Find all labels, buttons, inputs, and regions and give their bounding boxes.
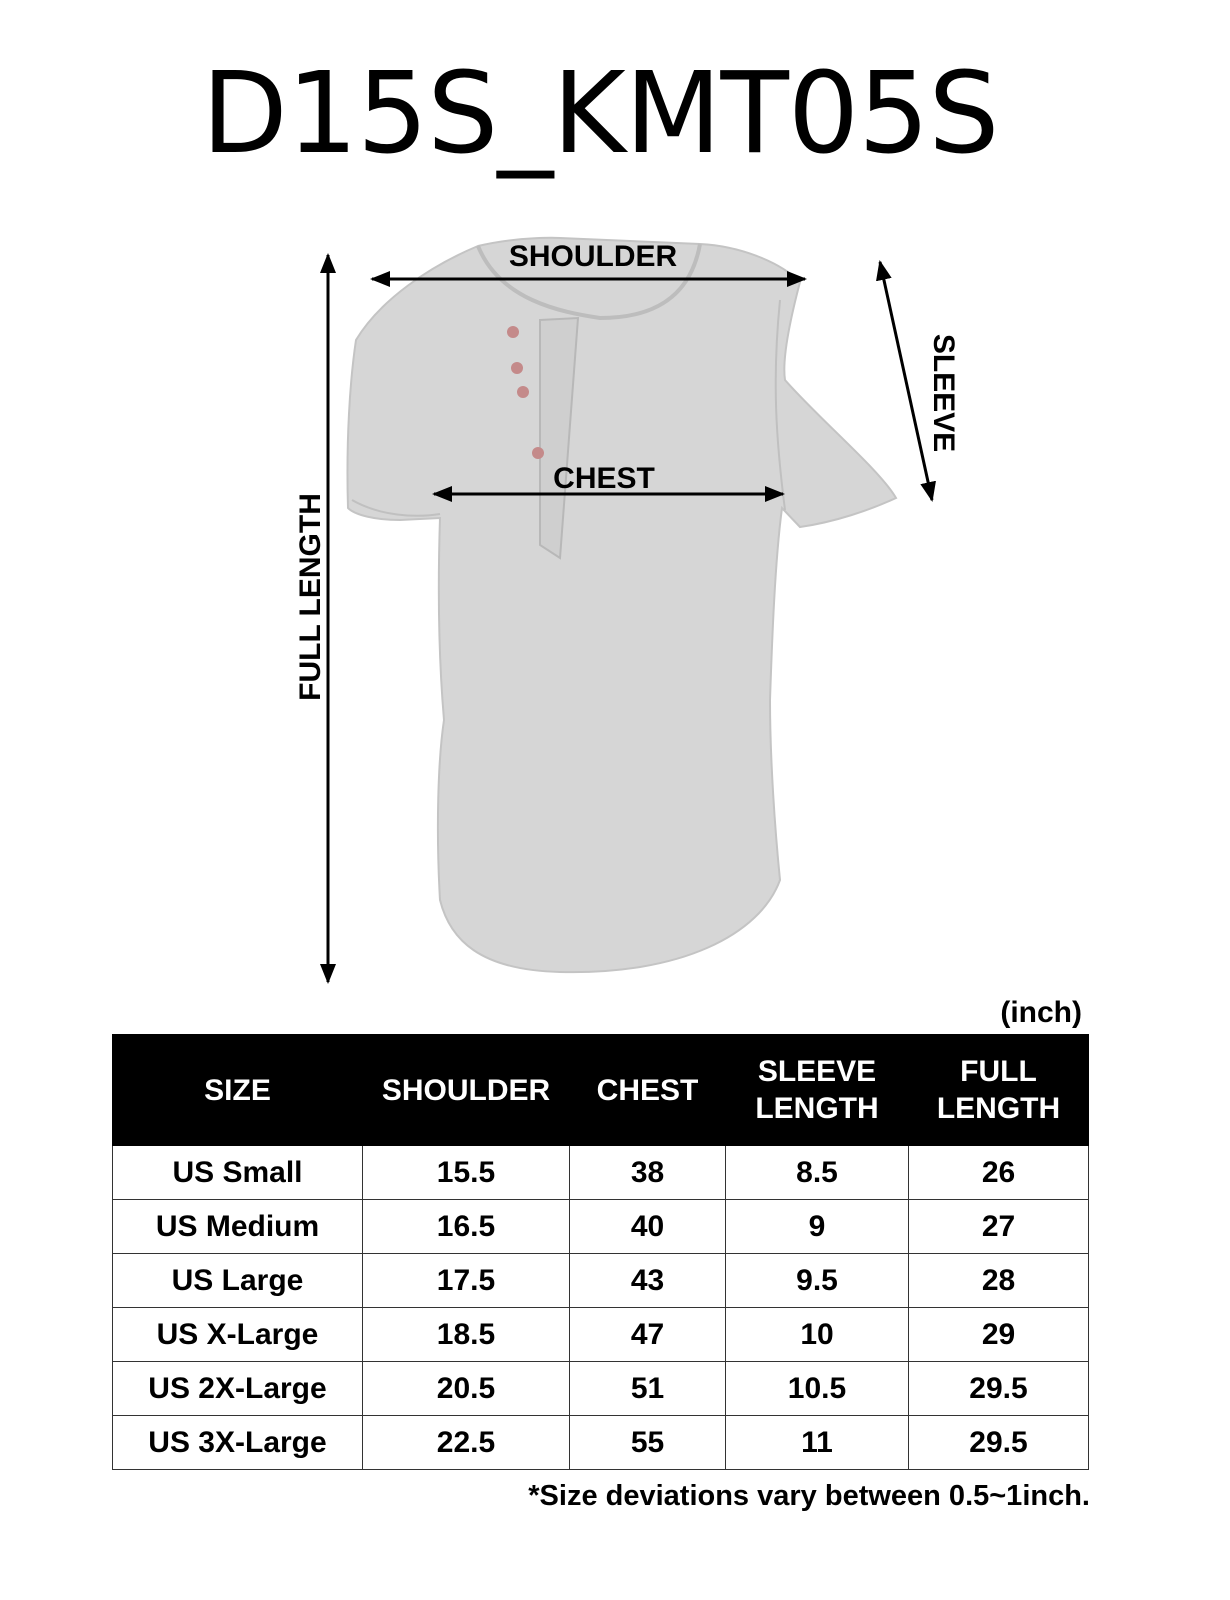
button-icon bbox=[507, 326, 519, 338]
full-length-label: FULL LENGTH bbox=[294, 493, 327, 701]
table-row bbox=[113, 1416, 1089, 1470]
chest-cell: 51 bbox=[570, 1362, 726, 1416]
sleeve-cell: 8.5 bbox=[726, 1146, 909, 1200]
tshirt-body bbox=[347, 238, 896, 972]
header-line: SHOULDER bbox=[381, 1073, 551, 1107]
chest-cell: 40 bbox=[570, 1200, 726, 1254]
size-cell: US Small bbox=[113, 1146, 363, 1200]
button-icon bbox=[517, 386, 529, 398]
chest-cell: 47 bbox=[570, 1308, 726, 1362]
full-length-cell: 27 bbox=[909, 1200, 1089, 1254]
header-line: LENGTH bbox=[755, 1092, 879, 1125]
shoulder-cell: 16.5 bbox=[363, 1200, 570, 1254]
full-length-cell: 26 bbox=[909, 1146, 1089, 1200]
table-row bbox=[113, 1200, 1089, 1254]
unit-label: (inch) bbox=[1000, 996, 1082, 1029]
shoulder-cell: 18.5 bbox=[363, 1308, 570, 1362]
button-icon bbox=[532, 447, 544, 459]
size-cell: US Medium bbox=[113, 1200, 363, 1254]
size-chart-table bbox=[112, 1034, 1089, 1470]
size-cell: US Large bbox=[113, 1254, 363, 1308]
header-shoulder bbox=[363, 1035, 570, 1146]
header-line: SIZE bbox=[204, 1073, 271, 1107]
full-length-cell: 29 bbox=[909, 1308, 1089, 1362]
product-code-title: D15S_KMT05S bbox=[201, 49, 999, 179]
size-cell: US X-Large bbox=[113, 1308, 363, 1362]
shoulder-cell: 20.5 bbox=[363, 1362, 570, 1416]
henley-tshirt-image bbox=[347, 238, 896, 972]
table-row bbox=[113, 1254, 1089, 1308]
sleeve-cell: 9 bbox=[726, 1200, 909, 1254]
chest-cell: 55 bbox=[570, 1416, 726, 1470]
full-length-cell: 28 bbox=[909, 1254, 1089, 1308]
table-header-row bbox=[113, 1035, 1089, 1146]
header-sleeve-length bbox=[726, 1035, 909, 1146]
shoulder-label: SHOULDER bbox=[508, 240, 678, 273]
shoulder-cell: 17.5 bbox=[363, 1254, 570, 1308]
shoulder-cell: 15.5 bbox=[363, 1146, 570, 1200]
full-length-cell: 29.5 bbox=[909, 1416, 1089, 1470]
header-full-length bbox=[909, 1035, 1089, 1146]
sleeve-cell: 10.5 bbox=[726, 1362, 909, 1416]
size-cell: US 2X-Large bbox=[113, 1362, 363, 1416]
full-length-cell: 29.5 bbox=[909, 1362, 1089, 1416]
sleeve-cell: 9.5 bbox=[726, 1254, 909, 1308]
table-row bbox=[113, 1362, 1089, 1416]
shoulder-cell: 22.5 bbox=[363, 1416, 570, 1470]
size-cell: US 3X-Large bbox=[113, 1416, 363, 1470]
header-line: CHEST bbox=[596, 1073, 699, 1107]
header-chest bbox=[570, 1035, 726, 1146]
header-line: FULL bbox=[960, 1055, 1037, 1088]
chest-cell: 43 bbox=[570, 1254, 726, 1308]
header-size bbox=[113, 1035, 363, 1146]
size-deviation-footnote: *Size deviations vary between 0.5~1inch. bbox=[528, 1480, 1090, 1512]
table-row bbox=[113, 1146, 1089, 1200]
header-line: LENGTH bbox=[936, 1092, 1061, 1125]
table-row bbox=[113, 1308, 1089, 1362]
chest-cell: 38 bbox=[570, 1146, 726, 1200]
chest-label: CHEST bbox=[553, 462, 655, 495]
header-line: SLEEVE bbox=[757, 1055, 877, 1088]
button-icon bbox=[511, 362, 523, 374]
sleeve-arrow bbox=[880, 262, 932, 500]
sleeve-label: SLEEVE bbox=[927, 333, 960, 453]
sleeve-cell: 11 bbox=[726, 1416, 909, 1470]
sleeve-cell: 10 bbox=[726, 1308, 909, 1362]
